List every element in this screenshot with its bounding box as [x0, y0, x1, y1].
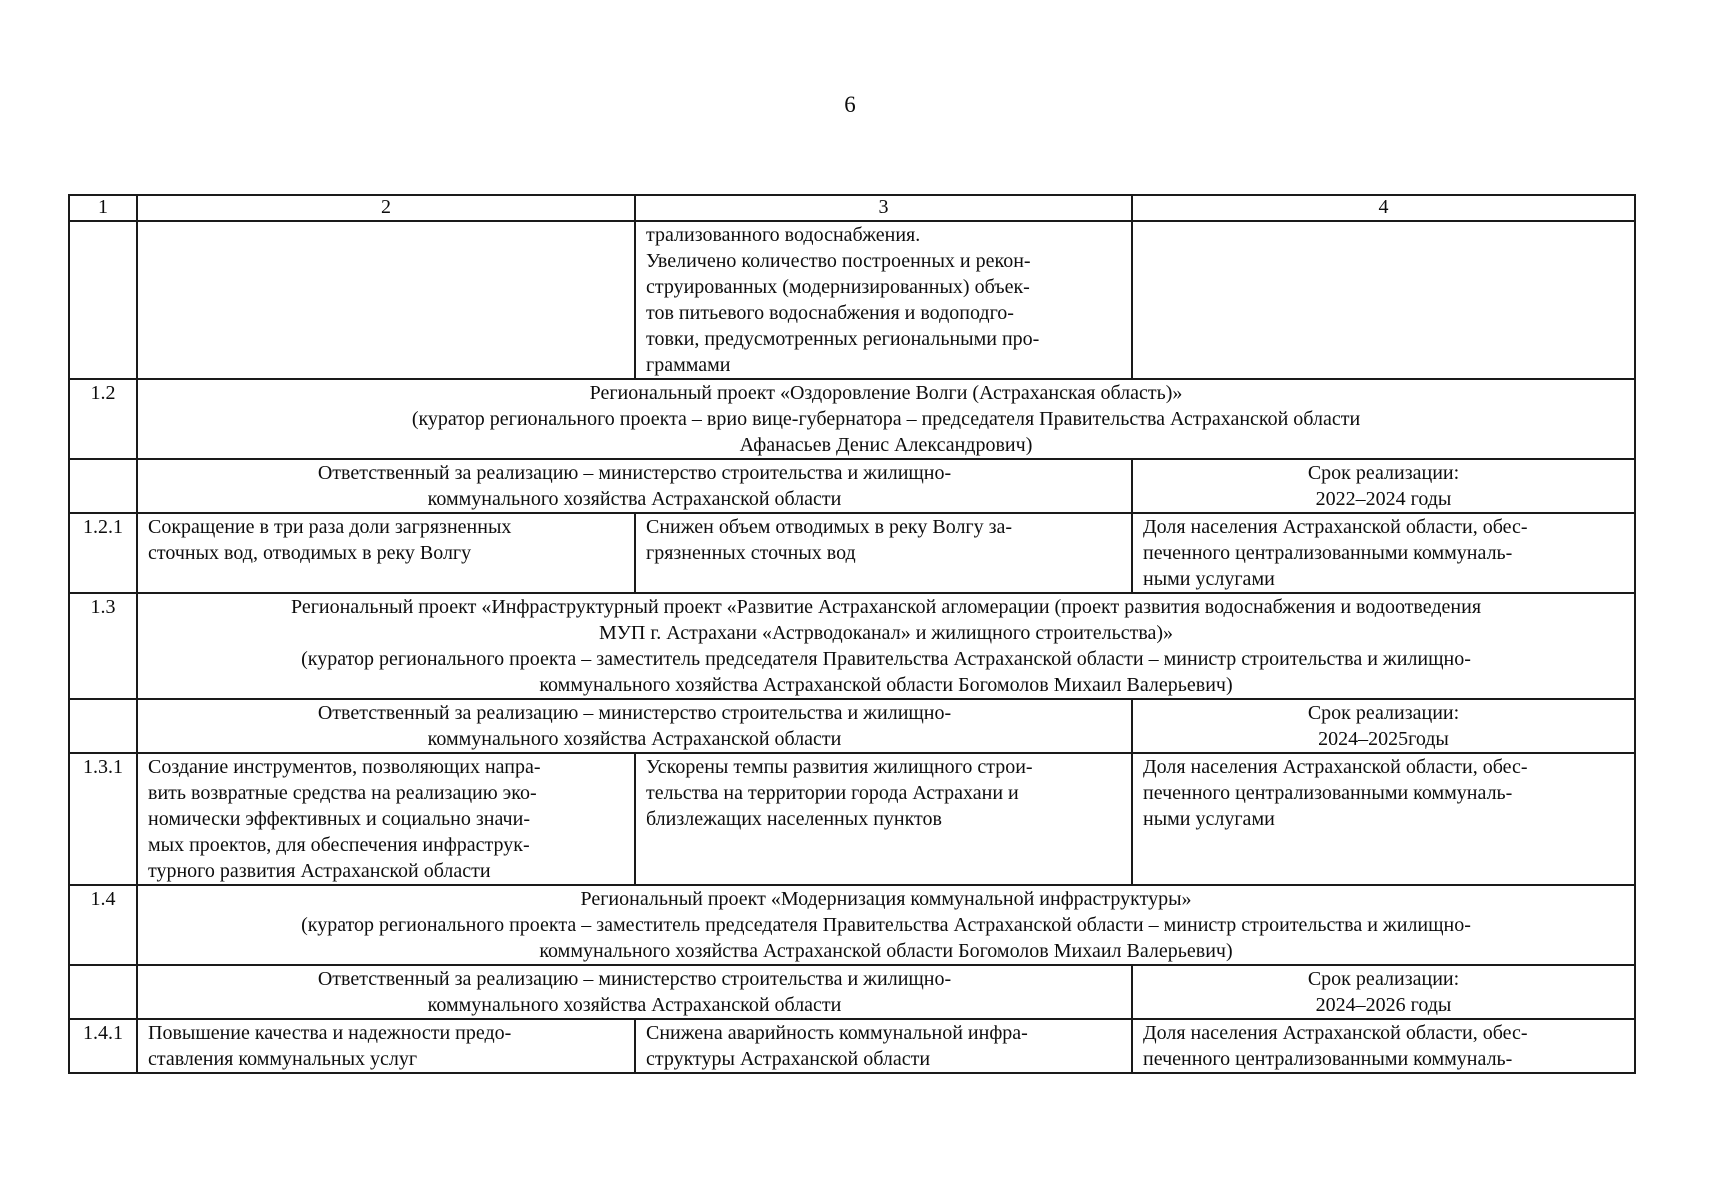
section-title: [137, 379, 1635, 459]
header-col-3: 3: [635, 195, 1132, 221]
text-line: Доля населения Астраханской области, обес-: [1143, 1022, 1528, 1044]
responsible-line: Ответственный за реализацию – министерство строительства и жилищно-: [317, 968, 952, 990]
title-line: Региональный проект «Оздоровление Волги (Астраханская область)»: [589, 382, 1183, 404]
text-line: печенного централизованными коммуналь-: [1143, 782, 1513, 804]
text-line: тов питьевого водоснабжения и водоподго-: [646, 302, 1014, 324]
text-line: вить возвратные средства на реализацию эко-: [148, 782, 537, 804]
continuation-number-cell: [69, 221, 137, 379]
header-col-4: 4: [1132, 195, 1635, 221]
responsible-row: [69, 459, 1635, 513]
text-line: номически эффективных и социально значи-: [148, 808, 530, 830]
section-title-row: [69, 885, 1635, 965]
item-row: [69, 1019, 1635, 1073]
responsible-cell: [137, 459, 1132, 513]
section-number: 1.3: [69, 593, 137, 699]
section-title-row: [69, 593, 1635, 699]
text-line: Доля населения Астраханской области, обес-: [1143, 756, 1528, 778]
term-value: 2024–2025годы: [1318, 728, 1449, 750]
text-line: Снижена аварийность коммунальной инфра-: [646, 1022, 1028, 1044]
empty-number-cell: [69, 699, 137, 753]
text-line: турного развития Астраханской области: [148, 860, 491, 882]
term-value: 2024–2026 годы: [1315, 994, 1452, 1016]
responsible-line: коммунального хозяйства Астраханской области: [427, 488, 842, 510]
term-label: Срок реализации:: [1307, 702, 1460, 724]
text-line: Снижен объем отводимых в реку Волгу за-: [646, 516, 1013, 538]
text-line: ными услугами: [1143, 568, 1275, 590]
item-row: [69, 513, 1635, 593]
item-indicator-cell: [1132, 753, 1635, 885]
section-number: 1.4: [69, 885, 137, 965]
term-label: Срок реализации:: [1307, 462, 1460, 484]
header-col-1: 1: [69, 195, 137, 221]
text-line: ставления коммунальных услуг: [148, 1048, 418, 1070]
item-indicator-cell: [1132, 513, 1635, 593]
text-line: струированных (модернизированных) объек-: [646, 276, 1030, 298]
text-line: ными услугами: [1143, 808, 1275, 830]
header-col-2: 2: [137, 195, 635, 221]
term-cell: [1132, 965, 1635, 1019]
responsible-cell: [137, 965, 1132, 1019]
text-line: структуры Астраханской области: [646, 1048, 931, 1070]
term-label: Срок реализации:: [1307, 968, 1460, 990]
text-line: мых проектов, для обеспечения инфраструк-: [148, 834, 530, 856]
responsible-cell: [137, 699, 1132, 753]
term-value: 2022–2024 годы: [1315, 488, 1452, 510]
continuation-col3-cell: [635, 221, 1132, 379]
text-line: Ускорены темпы развития жилищного строи-: [646, 756, 1033, 778]
text-line: граммами: [646, 354, 731, 376]
title-line: Региональный проект «Модернизация коммунальной инфраструктуры»: [580, 888, 1192, 910]
item-task-cell: [137, 753, 635, 885]
responsible-line: Ответственный за реализацию – министерство строительства и жилищно-: [317, 462, 952, 484]
item-task-cell: [137, 513, 635, 593]
title-line: (куратор регионального проекта – врио вице-губернатора – председателя Правительства Астраханской области: [411, 408, 1361, 430]
continuation-col4-cell: [1132, 221, 1635, 379]
responsible-row: [69, 699, 1635, 753]
page-number: 6: [844, 92, 856, 117]
responsible-line: Ответственный за реализацию – министерство строительства и жилищно-: [317, 702, 952, 724]
title-line: МУП г. Астрахани «Астрводоканал» и жилищного строительства)»: [598, 622, 1174, 644]
text-line: близлежащих населенных пунктов: [646, 808, 942, 830]
text-line: сточных вод, отводимых в реку Волгу: [148, 542, 472, 564]
item-task-cell: [137, 1019, 635, 1073]
text-line: Сокращение в три раза доли загрязненных: [148, 516, 512, 538]
item-number: 1.4.1: [69, 1019, 137, 1073]
responsible-line: коммунального хозяйства Астраханской области: [427, 728, 842, 750]
item-number: 1.2.1: [69, 513, 137, 593]
title-line: коммунального хозяйства Астраханской области Богомолов Михаил Валерьевич): [539, 674, 1233, 696]
item-number: 1.3.1: [69, 753, 137, 885]
text-line: Доля населения Астраханской области, обес-: [1143, 516, 1528, 538]
text-line: печенного централизованными коммуналь-: [1143, 542, 1513, 564]
section-title: [137, 885, 1635, 965]
text-line: грязненных сточных вод: [646, 542, 856, 564]
title-line: (куратор регионального проекта – заместитель председателя Правительства Астраханской области – министр строительства и жилищно-: [301, 914, 1471, 936]
responsible-row: [69, 965, 1635, 1019]
text-line: Создание инструментов, позволяющих напра-: [148, 756, 541, 778]
text-line: Увеличено количество построенных и рекон-: [646, 250, 1031, 272]
item-result-cell: [635, 513, 1132, 593]
section-number: 1.2: [69, 379, 137, 459]
text-line: трализованного водоснабжения.: [646, 224, 921, 246]
term-cell: [1132, 459, 1635, 513]
text-line: Повышение качества и надежности предо-: [148, 1022, 512, 1044]
responsible-line: коммунального хозяйства Астраханской области: [427, 994, 842, 1016]
section-title: [137, 593, 1635, 699]
item-row: [69, 753, 1635, 885]
text-line: печенного централизованными коммуналь-: [1143, 1048, 1513, 1070]
item-result-cell: [635, 753, 1132, 885]
text-line: товки, предусмотренных региональными про-: [646, 328, 1040, 350]
empty-number-cell: [69, 965, 137, 1019]
item-result-cell: [635, 1019, 1132, 1073]
projects-table: [68, 194, 1636, 1074]
title-line: (куратор регионального проекта – заместитель председателя Правительства Астраханской области – министр строительства и жилищно-: [301, 648, 1471, 670]
text-line: тельства на территории города Астрахани и: [646, 782, 1019, 804]
empty-number-cell: [69, 459, 137, 513]
table-header-row: [69, 195, 1635, 221]
title-line: Региональный проект «Инфраструктурный проект «Развитие Астраханской агломерации (проект развития водоснабжения и водоотведения: [290, 596, 1482, 618]
section-title-row: [69, 379, 1635, 459]
term-cell: [1132, 699, 1635, 753]
continuation-row: [69, 221, 1635, 379]
title-line: коммунального хозяйства Астраханской области Богомолов Михаил Валерьевич): [539, 940, 1233, 962]
item-indicator-cell: [1132, 1019, 1635, 1073]
title-line: Афанасьев Денис Александрович): [739, 434, 1033, 456]
continuation-col2-cell: [137, 221, 635, 379]
